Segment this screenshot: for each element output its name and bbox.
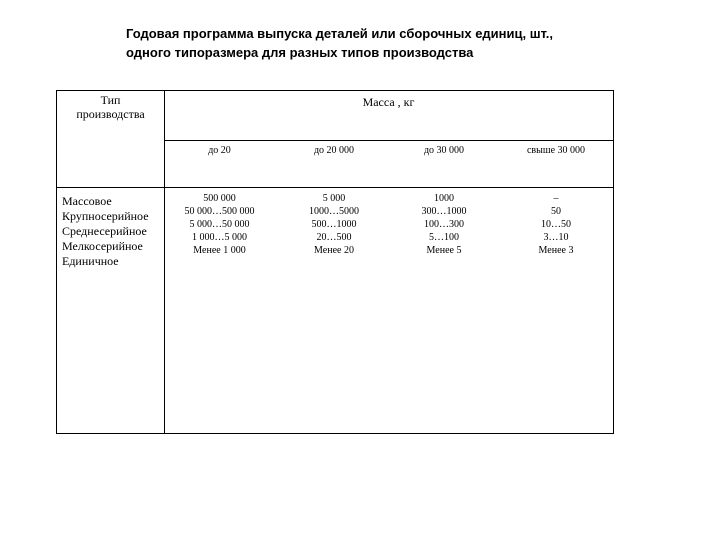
value-cell: Менее 1 000 — [193, 245, 246, 256]
value-cell: 3…10 — [543, 232, 569, 243]
value-cell: Менее 20 — [314, 245, 354, 256]
type-header-line-1: Тип — [100, 93, 121, 107]
value-cell: 100…300 — [424, 219, 464, 230]
value-cell: 50 000…500 000 — [184, 206, 255, 217]
production-types-list — [62, 194, 162, 269]
value-cell: 500…1000 — [311, 219, 357, 230]
value-cell: 1 000…5 000 — [192, 232, 247, 243]
mass-column-header: до 30 000 — [423, 145, 465, 156]
value-cell: 5 000…50 000 — [189, 219, 250, 230]
production-type: Мелкосерийное — [62, 239, 143, 253]
value-column — [279, 192, 389, 257]
production-type: Единичное — [62, 254, 119, 268]
value-cell: 10…50 — [541, 219, 571, 230]
value-cell: Менее 3 — [538, 245, 574, 256]
production-type: Массовое — [62, 194, 112, 208]
mass-column-header: до 20 — [208, 145, 231, 156]
production-type: Крупносерийное — [62, 209, 149, 223]
value-cell: 1000 — [434, 193, 454, 204]
value-cell: 300…1000 — [421, 206, 467, 217]
title-line-1: Годовая программа выпуска деталей или сборочных единиц, шт., — [126, 26, 554, 41]
value-cell: – — [553, 193, 559, 204]
value-cell: 5…100 — [429, 232, 459, 243]
type-header-line-2: производства — [76, 107, 145, 121]
mass-column-header: свыше 30 000 — [526, 145, 586, 156]
type-header — [57, 93, 164, 121]
production-program-table — [56, 90, 614, 434]
value-cell: 5 000 — [322, 193, 346, 204]
value-column — [389, 192, 499, 257]
value-cell: 50 — [551, 206, 561, 217]
column-divider — [164, 91, 165, 433]
production-type: Среднесерийное — [62, 224, 147, 238]
value-cell: 500 000 — [203, 193, 236, 204]
mass-column-header: до 20 000 — [313, 145, 355, 156]
header-body-divider — [57, 187, 613, 188]
value-column — [167, 192, 272, 257]
title-line-2: одного типоразмера для разных типов производства — [126, 45, 474, 60]
mass-header-divider — [164, 140, 613, 141]
value-column — [500, 192, 612, 257]
document-title — [126, 24, 646, 62]
value-cell: 1000…5000 — [309, 206, 359, 217]
value-cell: Менее 5 — [426, 245, 462, 256]
mass-header: Масса , кг — [362, 95, 415, 109]
value-cell: 20…500 — [316, 232, 352, 243]
